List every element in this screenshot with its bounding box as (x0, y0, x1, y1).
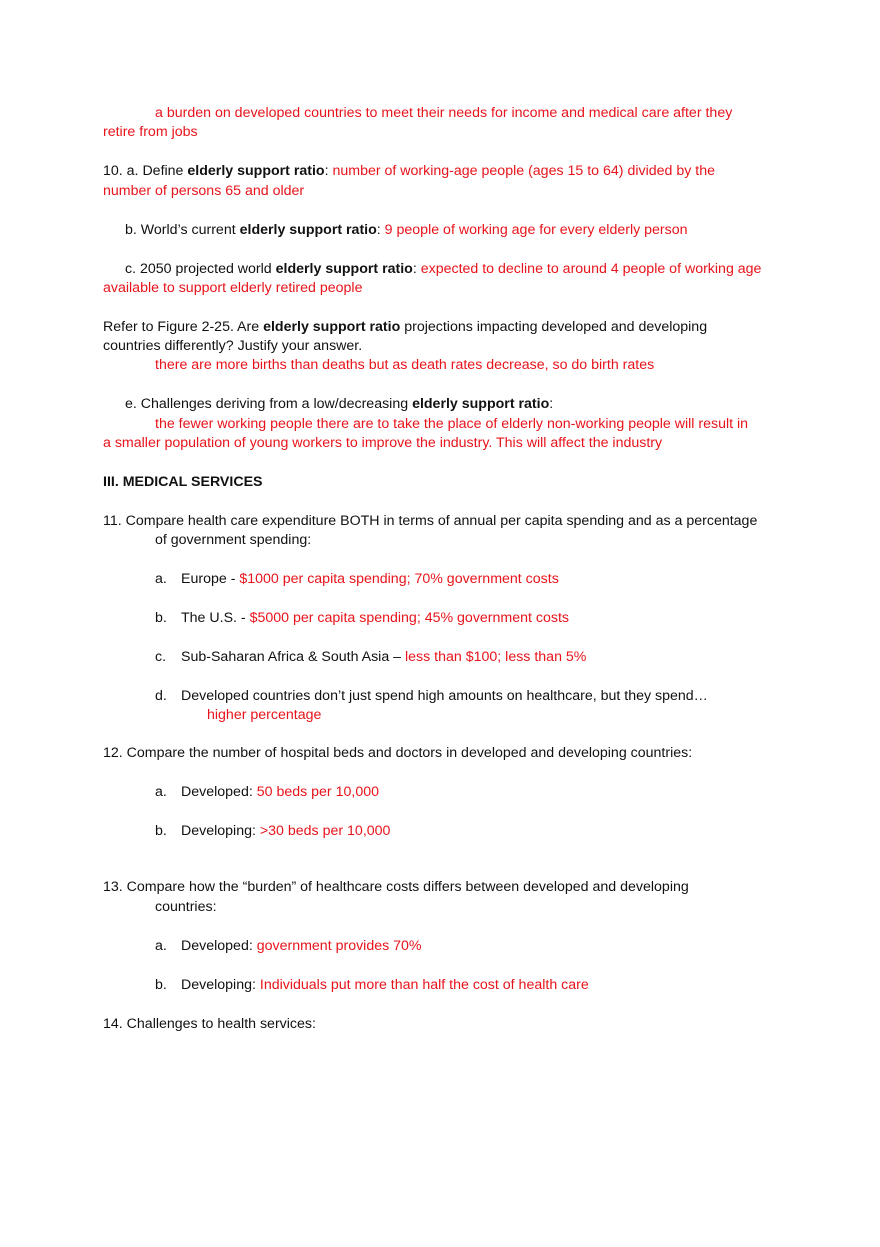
term-elderly-support-ratio: elderly support ratio (275, 261, 413, 277)
q13-item-a-label: Developed: (181, 938, 257, 954)
q11-item-b-label: The U.S. - (181, 610, 250, 626)
q10a-answer: number of working-age people (ages 15 to 64) divided by the (328, 163, 715, 179)
q10b-line (125, 221, 688, 240)
q11-item-c-marker: c. (155, 649, 167, 665)
q12-item-b (181, 822, 390, 841)
q10e-answer-line2: a smaller population of young workers to improve the industry. This will affect the industry (103, 435, 663, 451)
q10c-prefix: c. 2050 projected world (125, 261, 276, 277)
q10d-prefix: Refer to Figure 2-25. Are (103, 319, 264, 335)
q10e-prefix: e. Challenges deriving from a low/decreasing (125, 396, 413, 412)
q11-item-d-marker: d. (155, 688, 167, 704)
q10e-line (125, 395, 553, 414)
q11-item-c-answer: less than $100; less than 5% (405, 649, 587, 665)
q11-item-a (181, 570, 559, 589)
answer-burden-line1: a burden on developed countries to meet their needs for income and medical care after they (155, 105, 733, 121)
q14-line1: 14. Challenges to health services: (103, 1016, 316, 1032)
q10c-line (125, 260, 761, 279)
q13-line1: 13. Compare how the “burden” of healthcare costs differs between developed and developing (103, 879, 689, 895)
q10a-prefix: 10. a. Define (103, 163, 188, 179)
q11-item-b-marker: b. (155, 610, 167, 626)
q10c-answer: expected to decline to around 4 people of working age (416, 261, 762, 277)
q13-item-b (181, 976, 589, 995)
colon: : (412, 261, 417, 277)
q10a-line (103, 162, 715, 181)
q11-item-a-marker: a. (155, 571, 167, 587)
q11-item-b-answer: $5000 per capita spending; 45% government costs (249, 610, 570, 626)
q10d-suffix: projections impacting developed and developing (400, 319, 708, 335)
term-elderly-support-ratio: elderly support ratio (263, 319, 401, 335)
q11-item-a-label: Europe - (181, 571, 240, 587)
q11-item-b (181, 609, 569, 628)
q11-line1: 11. Compare health care expenditure BOTH in terms of annual per capita spending and as a percentage (103, 513, 758, 529)
colon: : (549, 396, 554, 412)
q13-line2: countries: (155, 899, 217, 915)
colon: : (376, 222, 381, 238)
q12-line1: 12. Compare the number of hospital beds and doctors in developed and developing countries: (103, 745, 693, 761)
q13-item-b-answer: Individuals put more than half the cost of health care (259, 977, 589, 993)
q13-item-a-marker: a. (155, 938, 167, 954)
term-elderly-support-ratio: elderly support ratio (187, 163, 325, 179)
q13-item-a (181, 937, 422, 956)
q12-item-b-answer: >30 beds per 10,000 (259, 823, 391, 839)
q13-item-a-answer: government provides 70% (256, 938, 422, 954)
q11-item-c (181, 648, 586, 667)
q12-item-b-marker: b. (155, 823, 167, 839)
q13-item-b-marker: b. (155, 977, 167, 993)
q13-item-b-label: Developing: (181, 977, 260, 993)
q11-item-d-label: Developed countries don’t just spend high amounts on healthcare, but they spend… (181, 688, 708, 704)
q12-item-b-label: Developing: (181, 823, 260, 839)
term-elderly-support-ratio: elderly support ratio (239, 222, 377, 238)
answer-burden-line2: retire from jobs (103, 124, 198, 140)
q12-item-a-label: Developed: (181, 784, 257, 800)
q11-item-a-answer: $1000 per capita spending; 70% government costs (239, 571, 559, 587)
q10d-line (103, 318, 707, 337)
q12-item-a (181, 783, 379, 802)
q11-line2: of government spending: (155, 532, 312, 548)
q10d-answer: there are more births than deaths but as death rates decrease, so do birth rates (155, 357, 655, 373)
q10d-line2: countries differently? Justify your answer. (103, 338, 363, 354)
q10b-prefix: b. World’s current (125, 222, 240, 238)
colon: : (324, 163, 329, 179)
term-elderly-support-ratio: elderly support ratio (412, 396, 550, 412)
q10e-answer-line1: the fewer working people there are to take the place of elderly non-working people will result in (155, 416, 749, 432)
q12-item-a-marker: a. (155, 784, 167, 800)
q12-item-a-answer: 50 beds per 10,000 (256, 784, 379, 800)
q10b-answer: 9 people of working age for every elderly person (380, 222, 688, 238)
q10c-answer-line2: available to support elderly retired people (103, 280, 363, 296)
q10a-answer-line2: number of persons 65 and older (103, 183, 305, 199)
section-heading-medical-services: III. MEDICAL SERVICES (103, 474, 263, 490)
q11-item-d-answer: higher percentage (207, 707, 322, 723)
q11-item-c-label: Sub-Saharan Africa & South Asia – (181, 649, 405, 665)
